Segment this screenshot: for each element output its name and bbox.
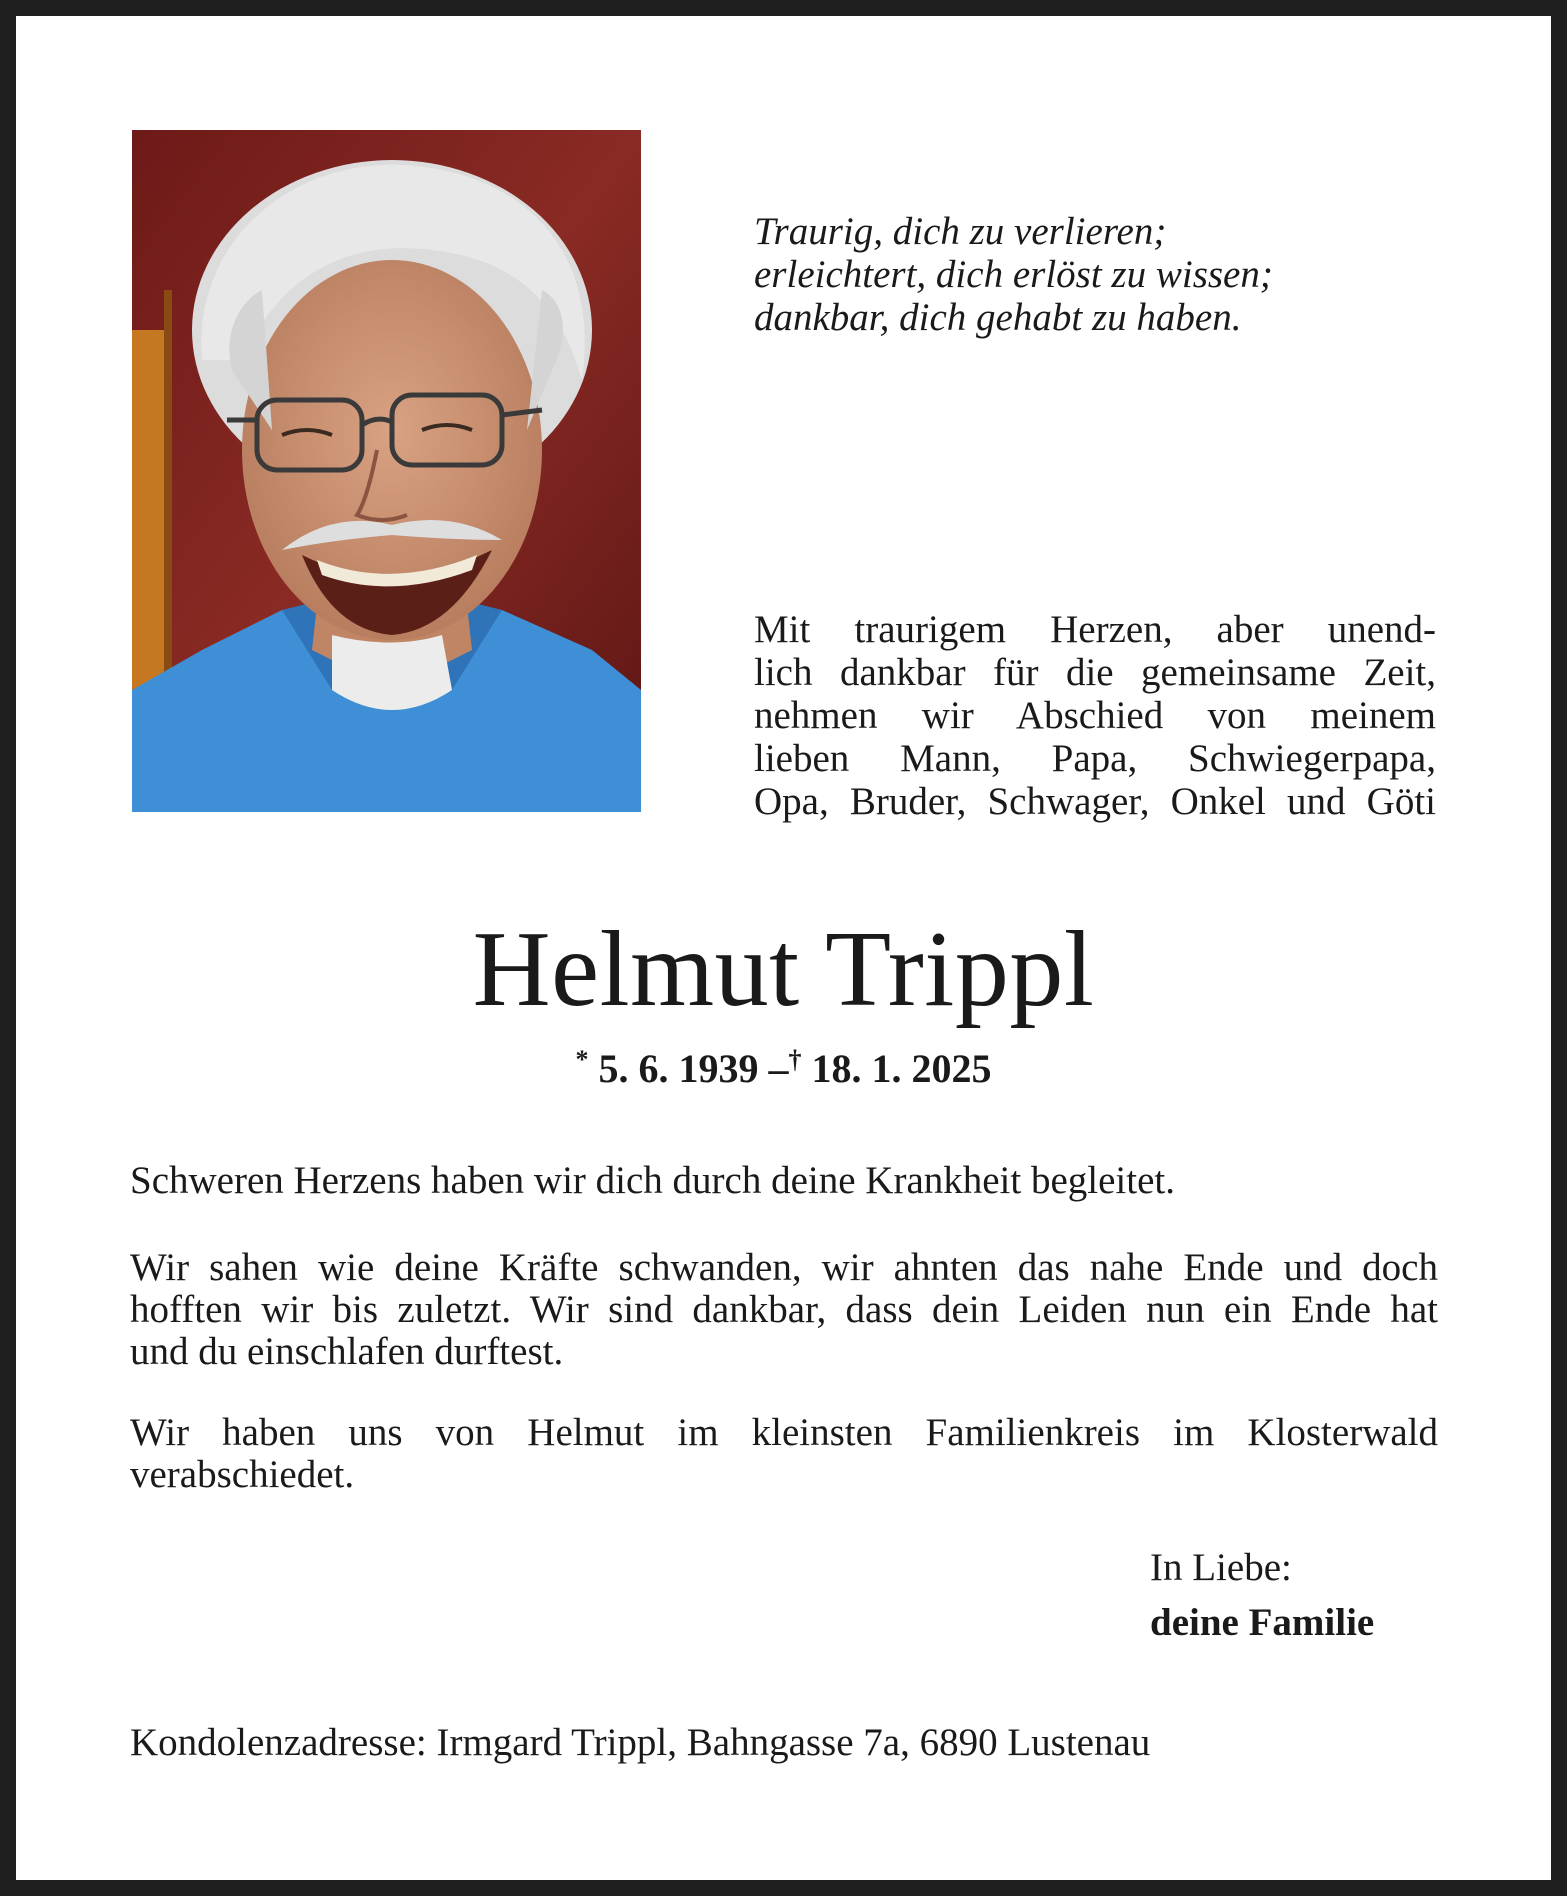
poem-line: erleichtert, dich erlöst zu wissen; [754, 253, 1273, 296]
body-line: verabschiedet. [130, 1453, 355, 1496]
poem [754, 210, 1454, 339]
signature-greeting: In Liebe: [1150, 1546, 1292, 1589]
body-line: Wir haben uns von Helmut im kleinsten Familienkreis im Klosterwald [130, 1411, 1438, 1454]
body-line: Schweren Herzens haben wir dich durch deine Krankheit begleitet. [130, 1159, 1176, 1202]
poem-line: dankbar, dich gehabt zu haben. [754, 296, 1242, 339]
birth-date: 5. 6. 1939 [598, 1046, 759, 1091]
body-line: und du einschlafen durftest. [130, 1330, 564, 1373]
body-paragraph-1 [130, 1160, 1438, 1202]
body-paragraph-2 [130, 1247, 1438, 1373]
intro-line: nehmen wir Abschied von meinem [754, 694, 1436, 737]
body-paragraph-3 [130, 1412, 1438, 1496]
signature-family: deine Familie [1150, 1601, 1375, 1644]
intro-line: Mit traurigem Herzen, aber unend- [754, 608, 1436, 651]
body-line: Wir sahen wie deine Kräfte schwanden, wir ahnten das nahe Ende und doch [130, 1246, 1438, 1289]
intro-line: lich dankbar für die gemeinsame Zeit, [754, 651, 1436, 694]
life-dates [0, 1035, 1567, 1094]
death-symbol: † [788, 1045, 802, 1074]
poem-line: Traurig, dich zu verlieren; [754, 210, 1167, 253]
signature-block [1150, 1540, 1374, 1650]
condolence-address: Kondolenzadresse: Irmgard Trippl, Bahngasse 7a, 6890 Lustenau [130, 1721, 1151, 1764]
intro-line: Opa, Bruder, Schwager, Onkel und Göti [754, 780, 1436, 823]
body-line: hofften wir bis zuletzt. Wir sind dankbar, dass dein Leiden nun ein Ende hat [130, 1288, 1438, 1331]
birth-symbol: * [575, 1045, 589, 1074]
intro-text [754, 608, 1436, 823]
portrait-photo [132, 130, 641, 812]
portrait-illustration [132, 130, 641, 812]
intro-line: lieben Mann, Papa, Schwiegerpapa, [754, 737, 1436, 780]
date-separator: – [768, 1046, 789, 1091]
death-date: 18. 1. 2025 [811, 1046, 992, 1091]
deceased-name: Helmut Trippl [472, 910, 1095, 1029]
